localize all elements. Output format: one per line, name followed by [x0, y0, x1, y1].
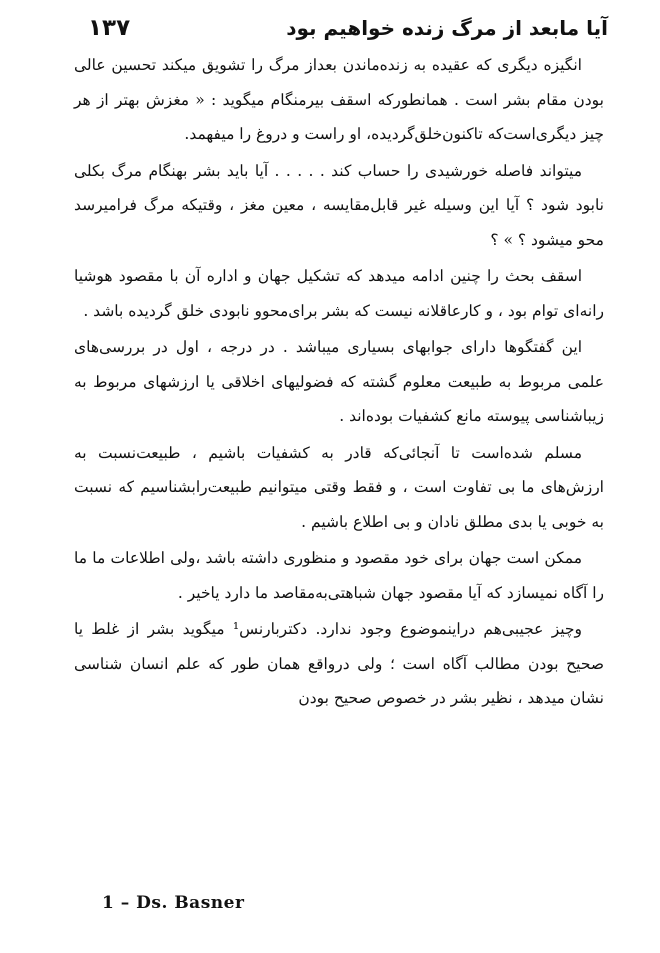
paragraph-2: میتواند فاصله خورشیدی را حساب کند . . . . . آیا باید بشر بهنگام مرگ بکلی نابود شود ؟ آیا این وسیله غیر قابل‌مقایسه ، معین مغز ، وقتیکه مرگ فرامیرسد محو میشود ؟ » ؟: [74, 161, 604, 249]
paragraph-4: این گفتگوها دارای جوابهای بسیاری میباشد . در درجه ، اول در بررسی‌های علمی مربوط به طبیعت معلوم گشته که فضولیهای اخلاقی یا ارزشهای مربوط به زیباشناسی پیوسته مانع کشفیات بوده‌اند .: [74, 338, 604, 425]
paragraph-3: اسقف بحث را چنین ادامه میدهد که تشکیل جهان و اداره آن با مقصود هوشیا رانه‌ای توام بود ، و کارعاقلانه نیست که بشر برای‌محوو نابودی خلق گردیده باشد .: [74, 267, 604, 320]
paragraph-7: وچیز عجیبی‌هم دراینموضوع وجود ندارد. دکتربارنس¹ میگوید بشر از غلط یا صحیح بودن مطالب آگاه است ؛ ولی درواقع همان طور که علم انسان شناسی نشان میدهد ، نظیر بشر در خصوص صحیح بودن: [74, 620, 604, 707]
page-header: [88, 8, 608, 48]
paragraph-5: مسلم شده‌است تا آنجائی‌که قادر به کشفیات باشیم ، طبیعت‌نسبت به ارزش‌های ما بی تفاوت است ، و فقط وقتی میتوانیم طبیعت‌رابشناسیم که نسبت به خوبی یا بدی مطلق نادان و بی اطلاع باشیم .: [74, 443, 604, 531]
page-number: ١٣٧: [88, 15, 131, 41]
body-text: [74, 48, 604, 716]
paragraph-1: انگیزه دیگری که عقیده به زنده‌ماندن بعداز مرگ را تشویق میکند تحسین عالی بودن مقام بشر است . همانطورکه اسقف بیرمنگام میگوید : « مغزش بهتر از هر چیز دیگری‌است‌که تاکنون‌خلق‌گردیده، او راست و دروغ را میفهمد.: [74, 56, 604, 143]
running-title: آیا مابعد از مرگ زنده خواهیم بود: [286, 16, 608, 40]
footnote: 1 – Ds. Basner: [102, 893, 245, 913]
paragraph-6: ممکن است جهان برای خود مقصود و منظوری داشته باشد ،ولی اطلاعات ما ما را آگاه نمیسازد که آیا مقصود جهان شباهتی‌به‌مقاصد ما دارد یاخیر .: [74, 549, 604, 602]
